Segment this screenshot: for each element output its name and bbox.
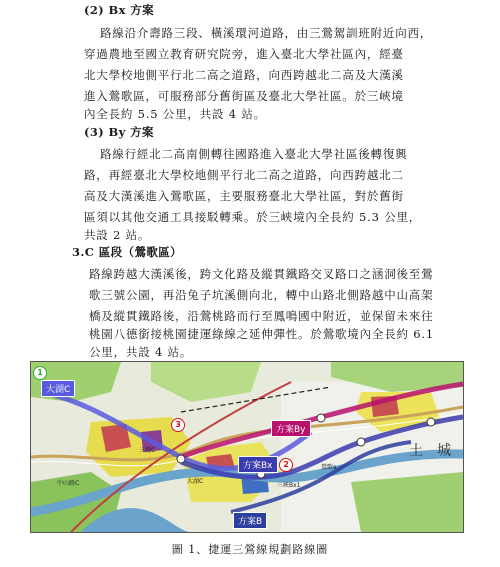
station-label: 中山路C — [57, 480, 80, 487]
station-dot — [357, 438, 365, 446]
station-dot — [177, 455, 185, 463]
paragraph-line: 路線沿介壽路三段、橫溪環河道路，由三鶯駕訓班附近向西， — [100, 26, 433, 40]
paragraph-line: 橋及縱貫鐵路後，沿鶯桃路而行至鳳鳴國中附近，並保留未來往 — [89, 309, 434, 323]
marker-1: 1 — [33, 366, 47, 380]
section-heading-c: 3.C 區段（鶯歌區） — [72, 245, 183, 259]
label-plan-by: 方案By — [271, 420, 311, 437]
route-map-graphic — [31, 362, 463, 532]
station-label: 大湖C — [187, 478, 204, 485]
label-dahu: 大湖C — [41, 380, 75, 397]
section-heading-bx: (2) Bx 方案 — [84, 3, 155, 17]
paragraph-line: 路，再經臺北大學校地側平行北二高之道路，向西跨越北二 — [84, 168, 404, 182]
route-map — [30, 361, 464, 533]
paragraph-line: 桃園八德銜接桃園捷運綠線之延伸彈性。於鶯歌境內全長約 6.1 — [89, 327, 434, 341]
figure-caption: 圖 1、捷運三鶯線規劃路線圖 — [171, 543, 329, 556]
paragraph-line: 區須以其他交通工具接駁轉乘。於三峽境內全長約 5.3 公里， — [84, 210, 422, 224]
paragraph-line: 路線跨越大漢溪後，跨文化路及縱貫鐵路交叉路口之涵洞後至鶯 — [89, 267, 434, 281]
label-plan-bx: 方案Bx — [238, 456, 278, 473]
paragraph-line: 歌三號公園，再沿兔子坑溪側向北，轉中山路北側路越中山高架 — [89, 288, 434, 302]
paragraph-line: 穿過農地至國立教育研究院旁，進入臺北大學社區內，經臺 — [84, 47, 404, 61]
paragraph-line: 進入鶯歌區，可服務部分舊街區及臺北大學社區。於三峽境 — [84, 89, 404, 103]
station-dot — [317, 414, 325, 422]
station-label: 三峽Bx1 — [277, 482, 301, 489]
marker-3: 3 — [171, 418, 185, 432]
label-plan-b: 方案B — [233, 512, 267, 529]
paragraph-line: 公里，共設 4 站。 — [89, 345, 193, 359]
place-tu: 土 — [409, 443, 423, 459]
paragraph-line: 內全長約 5.5 公里，共設 4 站。 — [84, 107, 266, 121]
station-dot — [427, 418, 435, 426]
station-label: 三鶯C — [139, 447, 156, 454]
section-heading-by: (3) By 方案 — [84, 125, 154, 139]
paragraph-line: 北大學校地側平行北二高之道路，向西跨越北二高及大漢溪 — [84, 68, 404, 82]
paragraph-line: 高及大漢溪進入鶯歌區，主要服務臺北大學社區，對於舊街 — [84, 189, 404, 203]
paragraph-line: 共設 2 站。 — [84, 228, 151, 242]
paragraph-line: 路線行經北二高南側轉往國路進入臺北大學社區後轉復興 — [100, 147, 408, 161]
place-cheng: 城 — [437, 443, 451, 459]
marker-2: 2 — [279, 458, 293, 472]
station-label: 鶯歌a — [321, 464, 337, 471]
land-green — [351, 472, 463, 532]
